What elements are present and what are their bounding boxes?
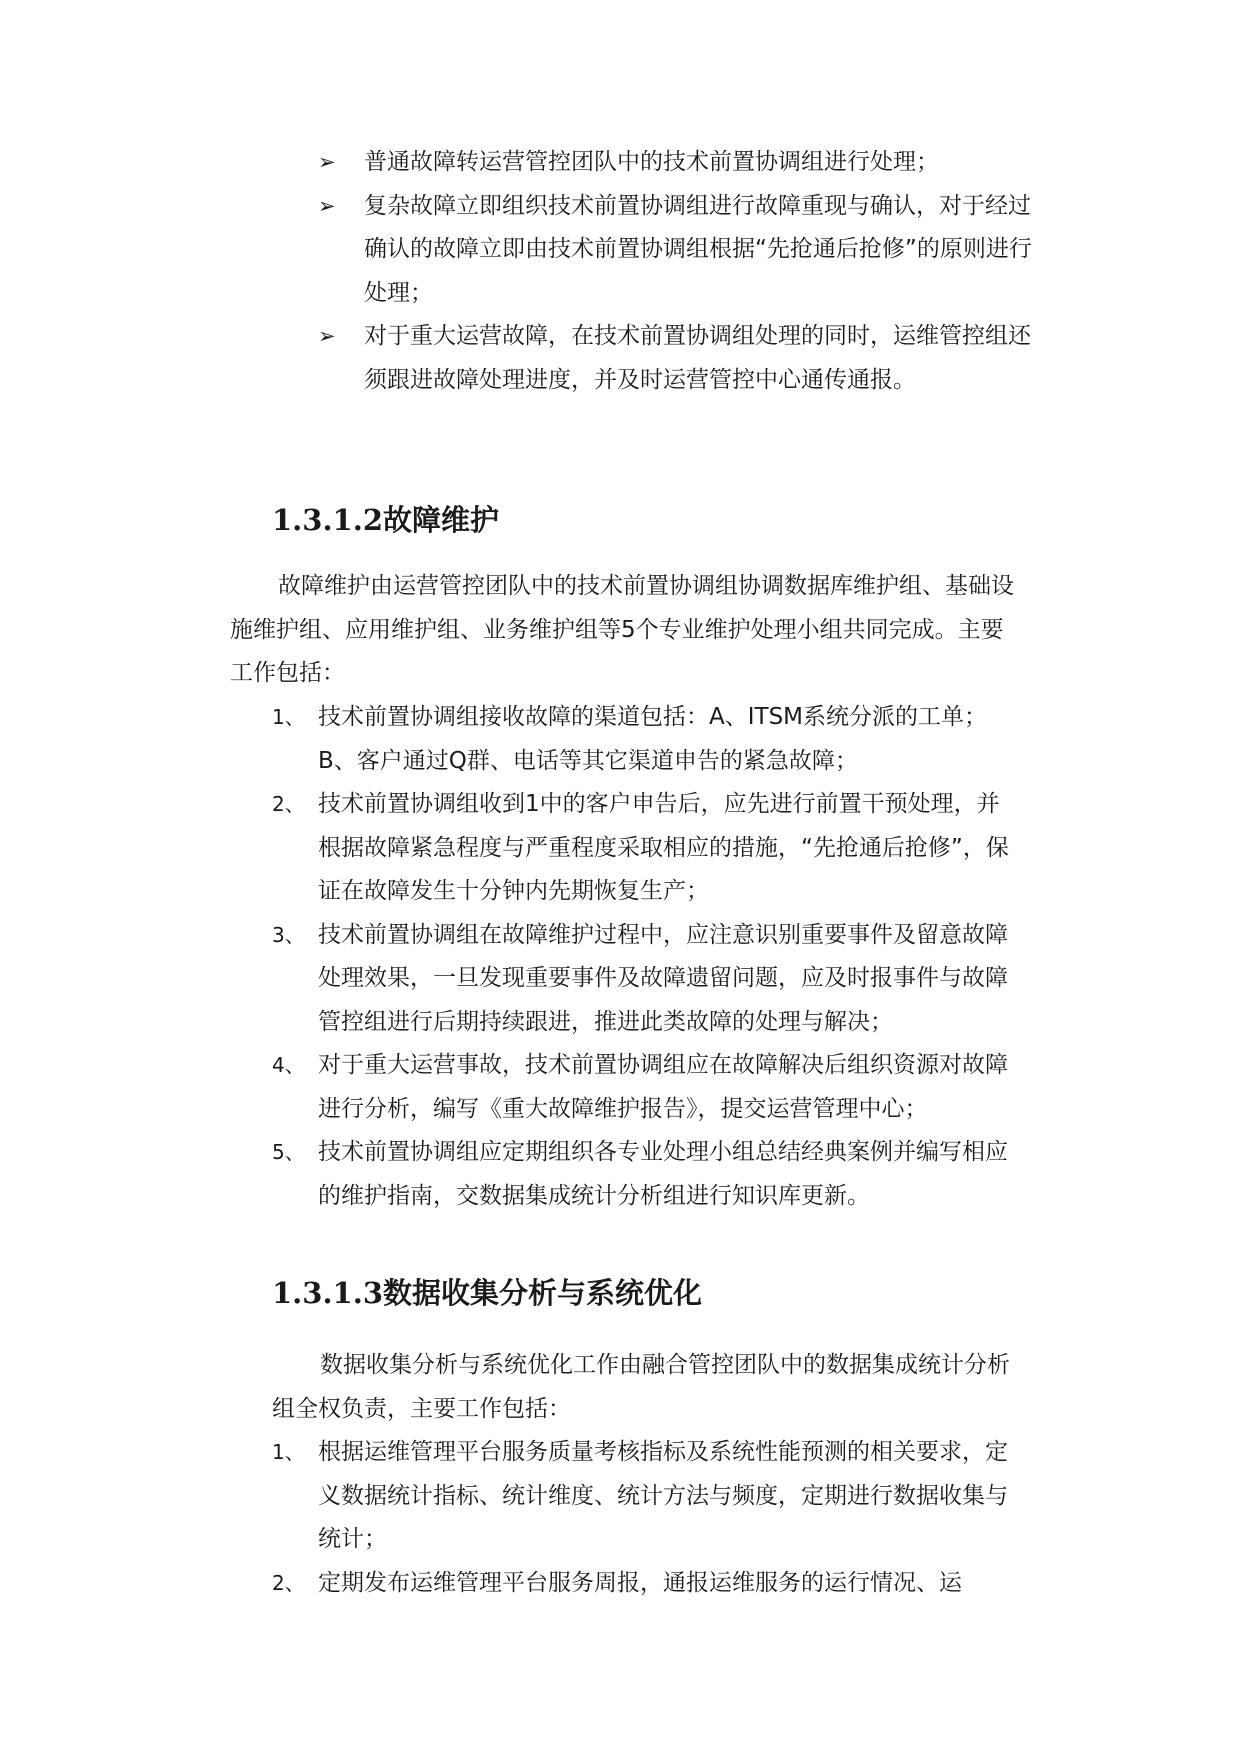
list-number: 1、 bbox=[272, 705, 305, 729]
numbered-list bbox=[272, 696, 1020, 1218]
list-item bbox=[272, 696, 1020, 783]
numbered-list bbox=[272, 1431, 1020, 1605]
list-item-text: 根据运维管理平台服务质量考核指标及系统性能预测的相关要求，定义数据统计指标、统计维度、统计方法与频度，定期进行数据收集与统计； bbox=[318, 1439, 1008, 1552]
list-item bbox=[272, 1131, 1020, 1218]
list-item-text: 对于重大运营故障，在技术前置协调组处理的同时，运维管控组还须跟进故障处理进度，并及时运营管控中心通传通报。 bbox=[364, 323, 1031, 393]
section-intro-paragraph: 数据收集分析与系统优化工作由融合管控团队中的数据集成统计分析组全权负责，主要工作包括： bbox=[272, 1352, 1010, 1422]
list-item-text: 复杂故障立即组织技术前置协调组进行故障重现与确认，对于经过确认的故障立即由技术前置协调组根据“先抢通后抢修”的原则进行处理； bbox=[364, 192, 1032, 306]
list-number: 3、 bbox=[272, 922, 305, 947]
bullet-list bbox=[318, 141, 1038, 402]
list-item bbox=[272, 783, 1020, 914]
list-item-text: 技术前置协调组在故障维护过程中，应注意识别重要事件及留意故障处理效果，一旦发现重要事件及故障遗留问题，应及时报事件与故障管控组进行后期持续跟进，推进此类故障的处理与解决； bbox=[318, 921, 1008, 1035]
list-number: 2、 bbox=[272, 1570, 305, 1595]
list-item-text: 技术前置协调组接收故障的渠道包括：A、ITSM系统分派的工单；B、客户通过Q群、电话等其它渠道申告的紧急故障； bbox=[318, 704, 988, 774]
list-number: 2、 bbox=[272, 792, 305, 816]
list-item bbox=[318, 315, 1038, 402]
list-item-text: 技术前置协调组应定期组织各专业处理小组总结经典案例并编写相应的维护指南，交数据集成统计分析组进行知识库更新。 bbox=[318, 1139, 1008, 1209]
section-heading-fault-maintenance: 1.3.1.2故障维护 bbox=[272, 503, 500, 537]
list-item bbox=[272, 1562, 1020, 1606]
list-number: 4、 bbox=[272, 1053, 305, 1077]
list-item bbox=[318, 141, 1038, 185]
arrow-bullet-icon: ➢ bbox=[318, 150, 336, 174]
list-item-text: 对于重大运营事故，技术前置协调组应在故障解决后组织资源对故障进行分析，编写《重大故障维护报告》，提交运营管理中心； bbox=[318, 1052, 1008, 1122]
list-item bbox=[272, 1431, 1020, 1562]
list-item bbox=[318, 185, 1038, 316]
list-item-text: 定期发布运维管理平台服务周报，通报运维服务的运行情况、运 bbox=[318, 1569, 962, 1596]
list-item-text: 技术前置协调组收到1中的客户申告后，应先进行前置干预处理，并根据故障紧急程度与严重程度采取相应的措施，“先抢通后抢修”，保证在故障发生十分钟内先期恢复生产； bbox=[318, 791, 1009, 904]
list-item-text: 普通故障转运营管控团队中的技术前置协调组进行处理； bbox=[364, 149, 939, 175]
list-item bbox=[272, 1044, 1020, 1131]
list-item bbox=[272, 914, 1020, 1045]
list-number: 5、 bbox=[272, 1140, 305, 1164]
section-intro-paragraph: 故障维护由运营管控团队中的技术前置协调组协调数据库维护组、基础设施维护组、应用维护组、业务维护组等5个专业维护处理小组共同完成。主要工作包括： bbox=[230, 573, 1014, 686]
list-number: 1、 bbox=[272, 1440, 305, 1464]
arrow-bullet-icon: ➢ bbox=[318, 193, 336, 218]
arrow-bullet-icon: ➢ bbox=[318, 324, 336, 348]
section-heading-data-analysis: 1.3.1.3数据收集分析与系统优化 bbox=[272, 1276, 703, 1310]
